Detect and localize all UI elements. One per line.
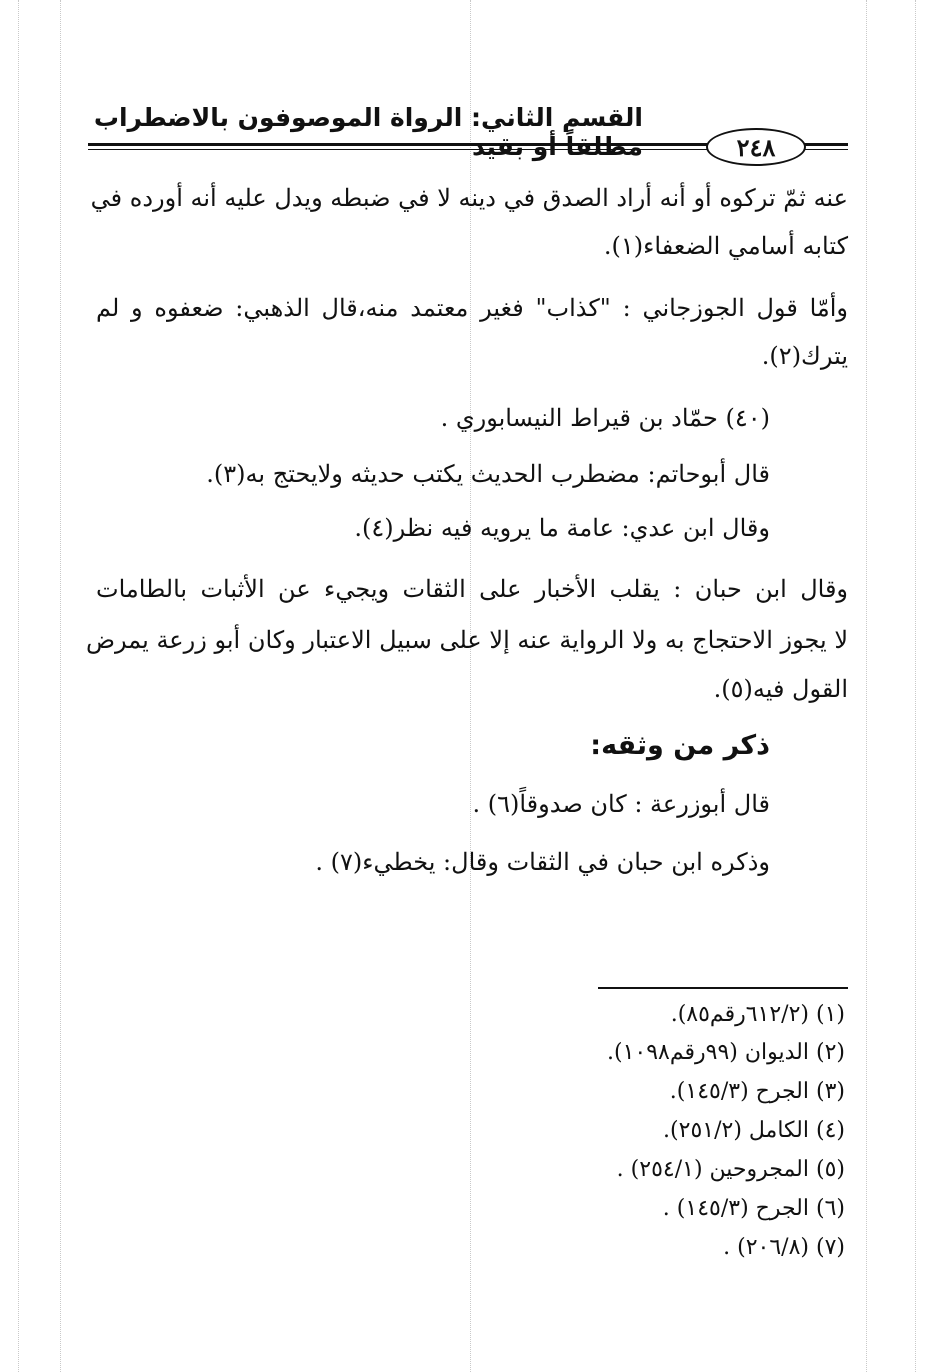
footnote: (٤) الكامل (٢٥١/٢). <box>663 1118 845 1143</box>
footnote: (١) (٦١٢/٢رقم٨٥). <box>670 1002 845 1027</box>
footnote: (٧) (٢٠٦/٨) . <box>723 1235 845 1260</box>
paragraph-line: وقال ابن عدي: عامة ما يرويه فيه نظر(٤). <box>354 514 770 542</box>
paragraph-line: وقال ابن حبان : يقلب الأخبار على الثقات ويجيء عن الأثبات بالطامات <box>96 575 849 603</box>
paragraph-line: قال أبوزرعة : كان صدوقاً(٦) . <box>472 790 770 818</box>
paragraph-line: كتابه أسامي الضعفاء(١). <box>603 232 848 260</box>
entry-title: (٤٠) حمّاد بن قيراط النيسابوري . <box>440 404 770 432</box>
dotted-guide <box>18 0 19 1372</box>
dotted-guide <box>915 0 916 1372</box>
footnote-rule <box>598 987 848 989</box>
footnote: (٦) الجرح (١٤٥/٣) . <box>662 1196 845 1221</box>
dotted-guide <box>60 0 61 1372</box>
dotted-guide <box>866 0 867 1372</box>
paragraph-line: يترك(٢). <box>761 342 848 370</box>
section-heading: ذكر من وثقه: <box>590 730 770 761</box>
footnote: (٢) الديوان (٩٩رقم١٠٩٨). <box>607 1040 845 1065</box>
paragraph-line: عنه ثمّ تركوه أو أنه أراد الصدق في دينه لا في ضبطه ويدل عليه أنه أورده في <box>90 184 848 212</box>
paragraph-line: قال أبوحاتم: مضطرب الحديث يكتب حديثه ولايحتج به(٣). <box>206 460 770 488</box>
paragraph-line: لا يجوز الاحتجاج به ولا الرواية عنه إلا على سبيل الاعتبار وكان أبو زرعة يمرض <box>86 626 848 654</box>
paragraph-line: القول فيه(٥). <box>713 675 848 703</box>
page-number: ٢٤٨ <box>706 128 806 166</box>
footnote: (٥) المجروحين (٢٥٤/١) . <box>616 1157 845 1182</box>
page-number-bar <box>88 128 848 168</box>
running-header: القسم الثاني: الرواة الموصوفون بالاضطراب مطلقاً أو بقيد <box>93 103 643 161</box>
paragraph-line: وذكره ابن حبان في الثقات وقال: يخطيء(٧) . <box>315 848 770 876</box>
footnote: (٣) الجرح (١٤٥/٣). <box>669 1079 845 1104</box>
paragraph-line: وأمّا قول الجوزجاني : "كذاب" فغير معتمد منه،قال الذهبي: ضعفوه و لم <box>96 294 848 322</box>
